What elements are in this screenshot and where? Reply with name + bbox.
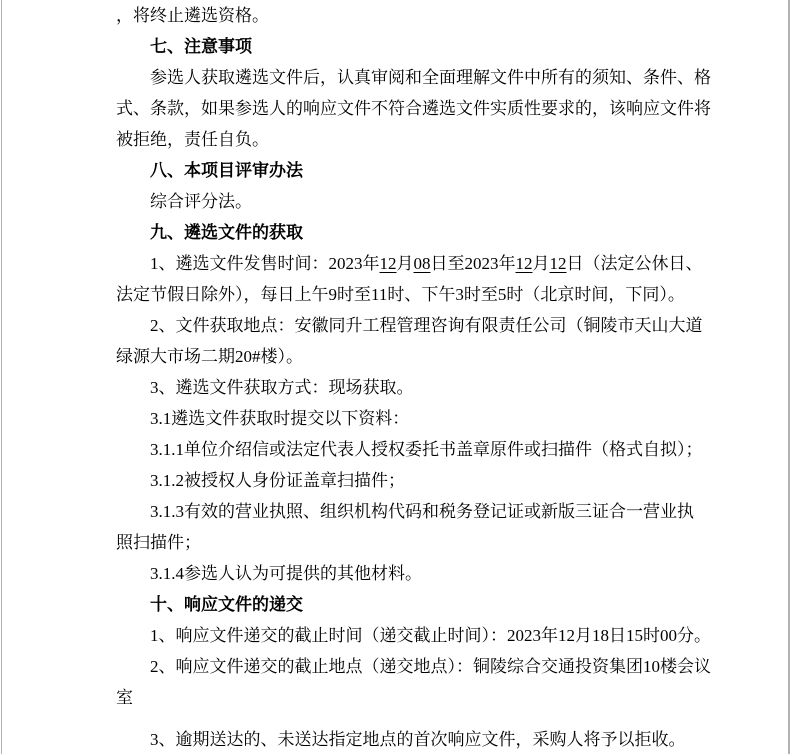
line-submission-deadline-time: 1、响应文件递交的截止时间（递交截止时间）：2023年12月18日15时00分。 bbox=[150, 626, 711, 645]
sale-day-start: 08 bbox=[413, 254, 431, 273]
heading-document-acquisition: 九、遴选文件的获取 bbox=[150, 223, 303, 242]
line-material-2: 3.1.2被授权人身份证盖章扫描件； bbox=[150, 471, 405, 490]
sale-month-end: 12 bbox=[515, 254, 533, 273]
line-termination-continuation: ，将终止遴选资格。 bbox=[116, 6, 269, 25]
heading-response-submission: 十、响应文件的递交 bbox=[150, 595, 303, 614]
line-materials-intro: 3.1遴选文件获取时提交以下资料： bbox=[150, 409, 410, 428]
line-notice-paragraph-1: 参选人获取遴选文件后，认真审阅和全面理解文件中所有的须知、条件、格 bbox=[150, 68, 711, 87]
line-notice-paragraph-2: 式、条款，如果参选人的响应文件不符合遴选文件实质性要求的，该响应文件将 bbox=[116, 99, 711, 118]
line-acquisition-place-cont: 绿源大市场二期20#楼）。 bbox=[116, 347, 303, 366]
heading-review-method: 八、本项目评审办法 bbox=[150, 161, 303, 180]
sale-month-start: 12 bbox=[379, 254, 397, 273]
line-overdue-rejection: 3、逾期送达的、未送达指定地点的首次响应文件，采购人将予以拒收。 bbox=[150, 730, 686, 749]
document-content bbox=[116, 0, 766, 754]
line-material-1: 3.1.1单位介绍信或法定代表人授权委托书盖章原件或扫描件（格式自拟）； bbox=[150, 440, 703, 459]
line-material-3: 3.1.3有效的营业执照、组织机构代码和税务登记证或新版三证合一营业执 bbox=[150, 502, 694, 521]
line-material-3-continuation: 照扫描件； bbox=[116, 533, 201, 552]
line-acquisition-place: 2、文件获取地点：安徽同升工程管理咨询有限责任公司（铜陵市天山大道 bbox=[150, 316, 703, 335]
line-sale-time-continuation: 法定节假日除外），每日上午9时至11时、下午3时至5时（北京时间，下同）。 bbox=[116, 285, 685, 304]
line-submission-place-cont: 室 bbox=[116, 688, 133, 707]
sale-time-text: 日至2023年 bbox=[430, 254, 516, 273]
line-sale-time bbox=[116, 248, 766, 279]
sale-time-text: 1、遴选文件发售时间：2023年 bbox=[150, 254, 380, 273]
line-review-method-value: 综合评分法。 bbox=[150, 192, 252, 211]
sale-time-text: 月 bbox=[396, 254, 414, 273]
sale-time-text: 月 bbox=[532, 254, 550, 273]
line-acquisition-method: 3、遴选文件获取方式：现场获取。 bbox=[150, 378, 414, 397]
sale-day-end: 12 bbox=[549, 254, 567, 273]
page-right-edge bbox=[788, 0, 790, 754]
line-material-4: 3.1.4参选人认为可提供的其他材料。 bbox=[150, 564, 422, 583]
sale-time-text: 日（法定公休日、 bbox=[566, 254, 703, 273]
line-notice-paragraph-3: 被拒绝，责任自负。 bbox=[116, 130, 269, 149]
page-left-edge bbox=[1, 0, 2, 754]
heading-notice-items: 七、注意事项 bbox=[150, 37, 252, 56]
line-submission-deadline-place: 2、响应文件递交的截止地点（递交地点）：铜陵综合交通投资集团10楼会议 bbox=[150, 657, 711, 676]
